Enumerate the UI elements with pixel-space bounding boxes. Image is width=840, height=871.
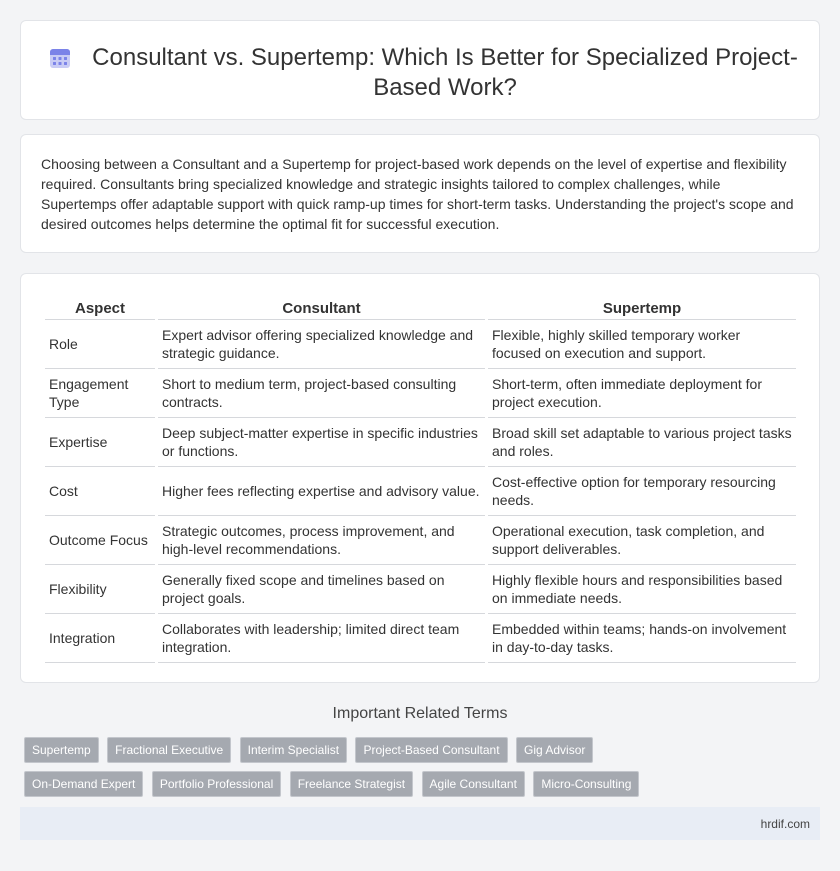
cell-supertemp: Broad skill set adaptable to various project tasks and roles.: [488, 418, 796, 467]
header-supertemp: Supertemp: [488, 294, 796, 320]
footer: [20, 807, 820, 840]
cell-consultant: Expert advisor offering specialized knowledge and strategic guidance.: [158, 320, 485, 369]
cell-aspect: Engagement Type: [45, 369, 155, 418]
table-row: [45, 320, 796, 369]
header-consultant: Consultant: [158, 294, 485, 320]
comparison-card: [20, 273, 820, 683]
table-row: [45, 369, 796, 418]
table-header-row: [45, 294, 796, 320]
cell-aspect: Outcome Focus: [45, 516, 155, 565]
header-aspect: Aspect: [45, 294, 155, 320]
cell-aspect: Role: [45, 320, 155, 369]
related-term-tag[interactable]: Fractional Executive: [107, 737, 231, 763]
cell-consultant: Generally fixed scope and timelines based on project goals.: [158, 565, 485, 614]
comparison-table: [42, 294, 799, 663]
intro-paragraph: Choosing between a Consultant and a Supertemp for project-based work depends on the level of expertise and flexibility required. Consultants bring specialized knowledge and strategic insights tailored to complex challenges, while Supertemps offer adaptable support with quick ramp-up times for short-term tasks. Understanding the project's scope and desired outcomes helps determine the optimal fit for successful execution.: [41, 156, 794, 232]
cell-supertemp: Short-term, often immediate deployment for project execution.: [488, 369, 796, 418]
cell-consultant: Strategic outcomes, process improvement, and high-level recommendations.: [158, 516, 485, 565]
related-term-tag[interactable]: Freelance Strategist: [290, 771, 413, 797]
cell-supertemp: Embedded within teams; hands-on involvement in day-to-day tasks.: [488, 614, 796, 663]
cell-consultant: Deep subject-matter expertise in specific industries or functions.: [158, 418, 485, 467]
related-terms-list: [24, 737, 724, 805]
title-card: [20, 20, 820, 120]
related-term-tag[interactable]: Project-Based Consultant: [355, 737, 507, 763]
cell-aspect: Expertise: [45, 418, 155, 467]
table-row: [45, 565, 796, 614]
cell-supertemp: Highly flexible hours and responsibilities based on immediate needs.: [488, 565, 796, 614]
table-row: [45, 467, 796, 516]
related-term-tag[interactable]: On-Demand Expert: [24, 771, 143, 797]
table-row: [45, 516, 796, 565]
cell-aspect: Integration: [45, 614, 155, 663]
related-term-tag[interactable]: Micro-Consulting: [533, 771, 639, 797]
table-row: [45, 614, 796, 663]
related-term-tag[interactable]: Gig Advisor: [516, 737, 593, 763]
table-row: [45, 418, 796, 467]
related-term-tag[interactable]: Supertemp: [24, 737, 99, 763]
related-term-tag[interactable]: Interim Specialist: [240, 737, 347, 763]
cell-consultant: Short to medium term, project-based consulting contracts.: [158, 369, 485, 418]
related-term-tag[interactable]: Portfolio Professional: [152, 771, 281, 797]
footer-site-link[interactable]: hrdif.com: [760, 817, 810, 831]
related-terms-title: Important Related Terms: [332, 705, 508, 722]
cell-consultant: Higher fees reflecting expertise and advisory value.: [158, 467, 485, 516]
cell-supertemp: Flexible, highly skilled temporary worker focused on execution and support.: [488, 320, 796, 369]
cell-supertemp: Operational execution, task completion, and support deliverables.: [488, 516, 796, 565]
related-term-tag[interactable]: Agile Consultant: [422, 771, 525, 797]
cell-consultant: Collaborates with leadership; limited direct team integration.: [158, 614, 485, 663]
page-title: Consultant vs. Supertemp: Which Is Better for Specialized Project-Based Work?: [92, 44, 798, 101]
cell-aspect: Flexibility: [45, 565, 155, 614]
cell-aspect: Cost: [45, 467, 155, 516]
cell-supertemp: Cost-effective option for temporary resourcing needs.: [488, 467, 796, 516]
intro-card: [20, 134, 820, 253]
